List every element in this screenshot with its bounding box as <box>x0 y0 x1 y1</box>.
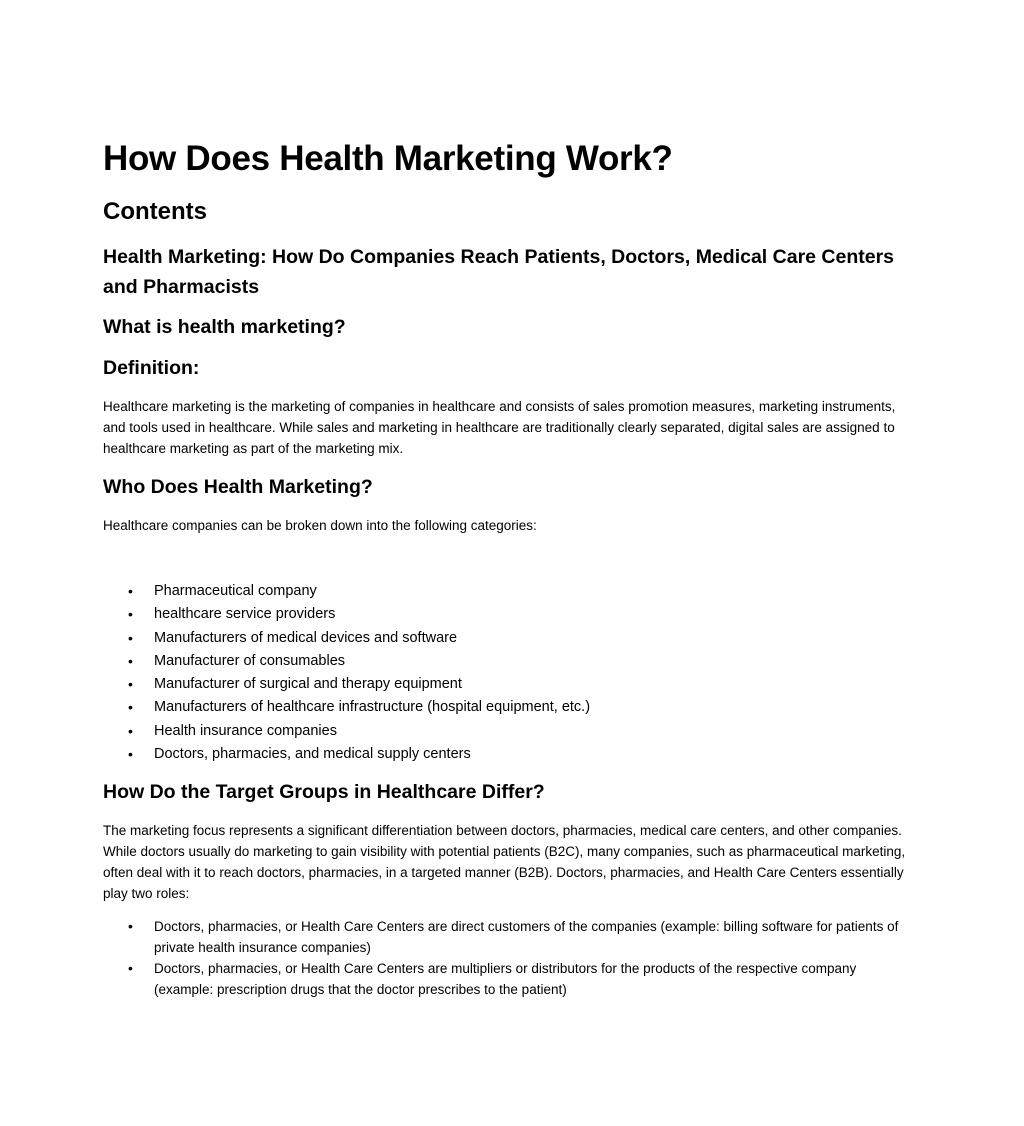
bullet-icon: • <box>128 629 133 646</box>
target-groups-heading: How Do the Target Groups in Healthcare Differ? <box>103 781 545 804</box>
list-item <box>103 916 913 958</box>
list-item <box>103 627 913 650</box>
bullet-icon: • <box>128 722 133 739</box>
bullet-icon: • <box>128 676 133 693</box>
bullet-icon: • <box>128 606 133 623</box>
bullet-icon: • <box>128 960 133 977</box>
list-item <box>103 720 913 743</box>
target-groups-paragraph: The marketing focus represents a significant differentiation between doctors, pharmacies, medical care centers, and other companies. While doctors usually do marketing to gain visibility with potential patients (B2C), many companies, such as pharmaceutical marketing, often deal with it to reach doctors, pharmacies, in a targeted manner (B2B). Doctors, pharmacies, and Health Care Centers essentially play two roles: <box>103 823 906 902</box>
page-title: How Does Health Marketing Work? <box>103 139 673 178</box>
list-item-text: Pharmaceutical company <box>154 583 317 599</box>
list-item <box>103 580 913 603</box>
list-item-text: Manufacturer of consumables <box>154 652 346 669</box>
main-section-heading: Health Marketing: How Do Companies Reach Patients, Doctors, Medical Care Centers and Pharmacists <box>103 246 895 298</box>
list-item-text: Health insurance companies <box>154 722 337 739</box>
bullet-icon: • <box>128 699 133 716</box>
list-item <box>103 696 913 719</box>
bullet-icon: • <box>128 583 133 599</box>
list-item-text: Manufacturers of healthcare infrastructure (hospital equipment, etc.) <box>154 699 591 716</box>
who-heading: Who Does Health Marketing? <box>103 476 373 498</box>
list-item <box>103 958 913 1000</box>
list-item-text: Manufacturer of surgical and therapy equipment <box>154 676 462 693</box>
bullet-icon: • <box>128 918 133 935</box>
list-item-text: Doctors, pharmacies, or Health Care Centers are direct customers of the companies (example: billing software for patients of private health insurance companies) <box>154 919 899 956</box>
document-page <box>103 136 913 1000</box>
what-is-heading: What is health marketing? <box>103 316 346 338</box>
roles-list <box>103 916 913 1000</box>
definition-heading: Definition: <box>103 357 200 379</box>
list-item-text: healthcare service providers <box>154 606 336 623</box>
list-item-text: Doctors, pharmacies, or Health Care Centers are multipliers or distributors for the products of the respective company (example: prescription drugs that the doctor prescribes to the patient) <box>154 961 857 998</box>
bullet-icon: • <box>128 652 133 669</box>
bullet-icon: • <box>128 746 133 763</box>
list-item <box>103 603 913 626</box>
contents-heading: Contents <box>103 198 207 225</box>
list-item-text: Doctors, pharmacies, and medical supply centers <box>154 746 471 763</box>
list-item <box>103 650 913 673</box>
categories-list <box>103 580 913 766</box>
list-item-text: Manufacturers of medical devices and software <box>154 629 458 646</box>
definition-paragraph: Healthcare marketing is the marketing of companies in healthcare and consists of sales promotion measures, marketing instruments, and tools used in healthcare. While sales and marketing in healthcare are traditionally clearly separated, digital sales are assigned to healthcare marketing as part of the marketing mix. <box>103 399 896 456</box>
list-item <box>103 673 913 696</box>
who-intro-paragraph: Healthcare companies can be broken down into the following categories: <box>103 518 537 533</box>
list-item <box>103 743 913 766</box>
